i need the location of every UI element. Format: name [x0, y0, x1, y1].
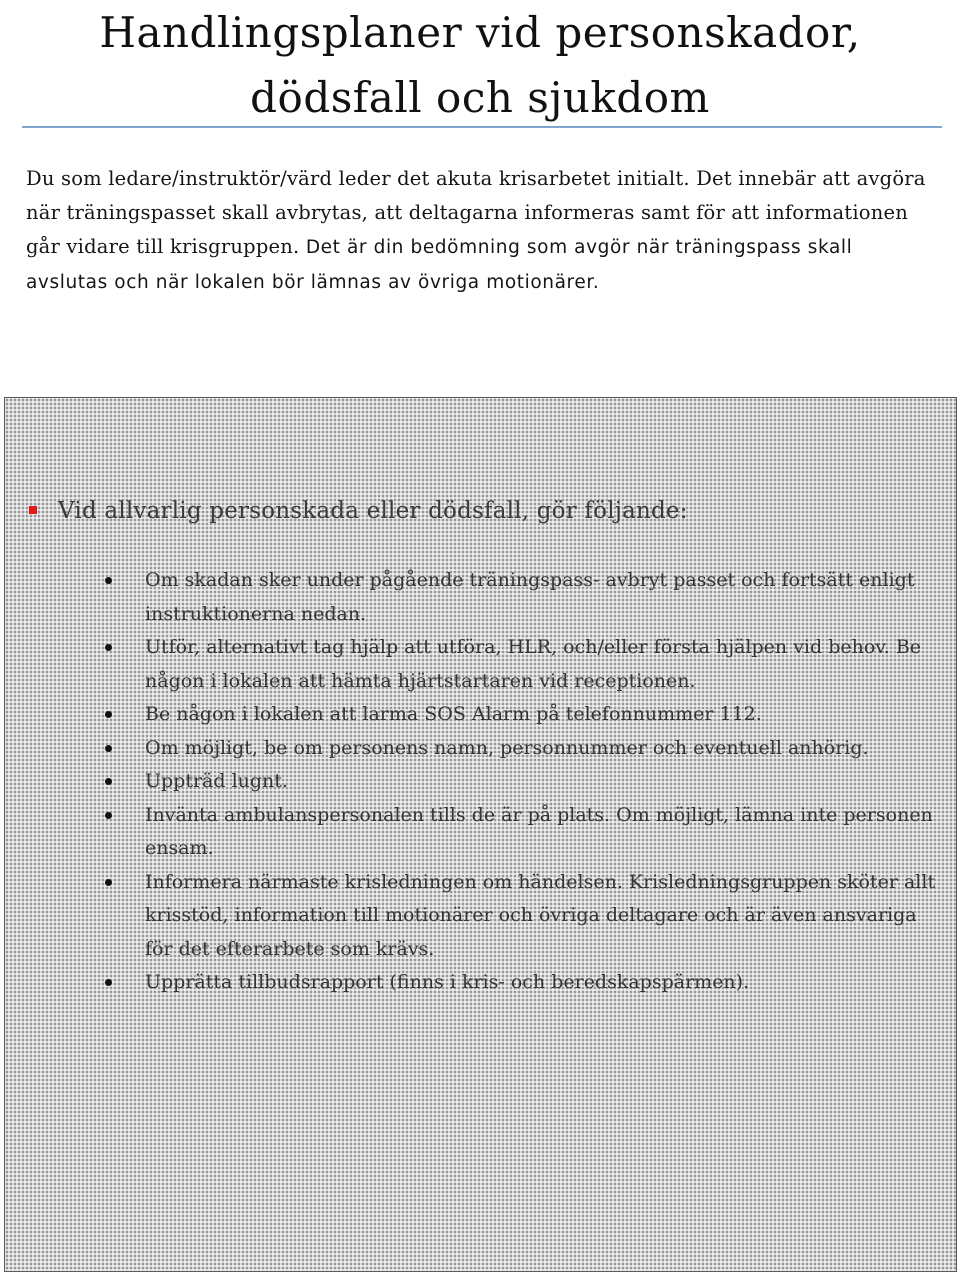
round-bullet-icon [105, 879, 112, 886]
panel-heading [29, 496, 929, 526]
round-bullet-icon [105, 979, 112, 986]
round-bullet-icon [105, 778, 112, 785]
round-bullet-icon [105, 711, 112, 718]
list-item [5, 966, 945, 1000]
list-item [5, 799, 945, 866]
action-list [5, 564, 945, 1000]
list-item-text: Invänta ambulanspersonalen tills de är på plats. Om möjligt, lämna inte personen ensam. [145, 803, 933, 859]
list-item-text: Om möjligt, be om personens namn, personnummer och eventuell anhörig. [145, 736, 869, 759]
list-item [5, 732, 945, 766]
page-title-line-1: Handlingsplaner vid personskador, [99, 8, 861, 57]
list-item-text: Upprätta tillbudsrapport (finns i kris- och beredskapspärmen). [145, 971, 750, 993]
list-item-text: Utför, alternativt tag hjälp att utföra, HLR, och/eller första hjälpen vid behov. Be någon i lokalen att hämta hjärtstartaren vid receptionen. [145, 636, 922, 692]
list-item [5, 631, 945, 698]
list-item [5, 866, 945, 967]
list-item-text: Be någon i lokalen att larma SOS Alarm på telefonnummer 112. [145, 703, 762, 725]
list-item [5, 765, 945, 799]
page-title-line-2: dödsfall och sjukdom [250, 73, 710, 122]
intro-paragraph [26, 162, 931, 300]
panel-heading-text: Vid allvarlig personskada eller dödsfall, gör följande: [58, 498, 688, 524]
round-bullet-icon [105, 745, 112, 752]
action-plan-panel [4, 397, 957, 1272]
list-item [5, 698, 945, 732]
round-bullet-icon [105, 577, 112, 584]
list-item-text: Informera närmaste krisledningen om händelsen. Krisledningsgruppen sköter allt krisstöd, information till motionärer och övriga deltagare och är även ansvariga för det efterarbete som krävs. [145, 870, 936, 960]
list-item-text: Uppträd lugnt. [145, 770, 288, 792]
round-bullet-icon [105, 644, 112, 651]
intro-text-part-2: Det är din bedömning som avgör när träningspass skall avslutas och när lokalen bör lämnas av övriga motionärer. [26, 237, 853, 293]
round-bullet-icon [105, 812, 112, 819]
page-title [0, 0, 960, 130]
intro-text-part-1: Du som ledare/instruktör/värd leder det akuta krisarbetet initialt. Det innebär att avgöra när träningspasset skall avbrytas, att deltagarna informeras samt för att informationen går vidare till krisgruppen. [26, 167, 926, 258]
list-item-text: Om skadan sker under pågående träningspass- avbryt passet och fortsätt enligt instruktionerna nedan. [145, 569, 915, 625]
red-square-bullet-icon [29, 506, 37, 514]
title-divider [22, 126, 942, 128]
list-item [5, 564, 945, 631]
